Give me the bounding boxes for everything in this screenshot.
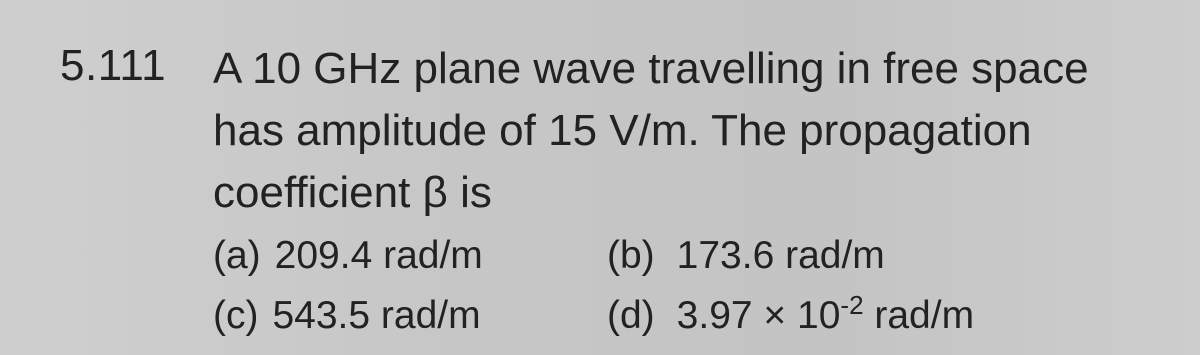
question-number: 5.111 (60, 41, 167, 90)
option-d-label: (d) (607, 294, 655, 337)
option-b-value: 173.6 rad/m (676, 234, 885, 277)
answer-options (213, 226, 1113, 346)
option-b-label: (b) (607, 234, 655, 277)
question-line-3: coefficient β is (213, 168, 492, 217)
option-a-label: (a) (213, 234, 261, 277)
option-a-value: 209.4 rad/m (274, 234, 483, 277)
option-c[interactable] (213, 286, 481, 346)
option-d-mantissa: 3.97 × 10 (676, 294, 841, 337)
question-text (213, 38, 1173, 224)
option-a[interactable] (213, 226, 483, 286)
option-d-exponent: -2 (840, 290, 864, 320)
option-d[interactable] (607, 286, 974, 349)
option-c-label: (c) (213, 294, 259, 337)
option-c-value: 543.5 rad/m (272, 294, 481, 337)
option-b[interactable] (607, 226, 885, 286)
question-line-2: has amplitude of 15 V/m. The propagation (213, 106, 1032, 155)
options-row-1 (213, 226, 1113, 286)
options-row-2 (213, 286, 1113, 346)
option-d-unit: rad/m (863, 294, 975, 337)
question-line-1: A 10 GHz plane wave travelling in free space (213, 44, 1089, 93)
